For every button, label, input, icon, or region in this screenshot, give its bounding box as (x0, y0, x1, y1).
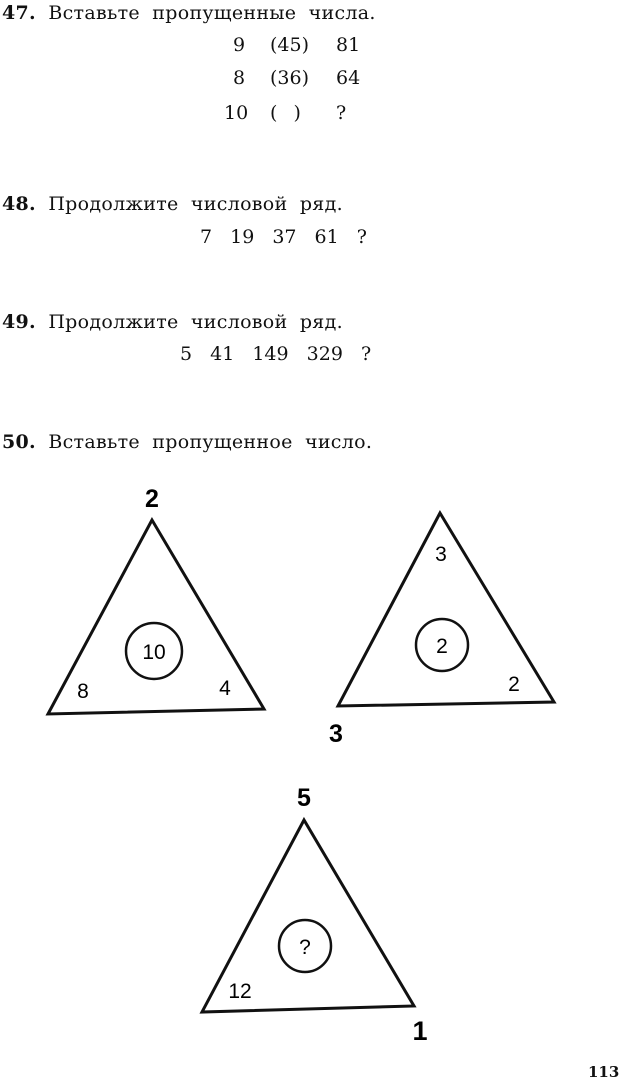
problem-47-row-2-middle: (36) (270, 67, 310, 89)
triangle-2-outline (338, 513, 554, 706)
triangle-2-top-inner-number: 3 (435, 543, 447, 566)
triangle-3-center-number: ? (299, 936, 311, 959)
problem-48-number: 48. (2, 193, 36, 215)
triangle-3 (202, 784, 428, 1046)
problem-49-series: 5 41 149 329 ? (180, 343, 372, 365)
triangle-2-center-number: 2 (436, 635, 448, 658)
problem-47-row-3-middle: ( ) (270, 102, 301, 124)
problem-48-series: 7 19 37 61 ? (200, 226, 367, 248)
problem-47-row-1-middle: (45) (270, 34, 310, 56)
triangle-3-top-number: 5 (297, 784, 311, 812)
triangle-2-right-inner-number: 2 (508, 673, 520, 696)
triangle-3-left-inner-number: 12 (228, 980, 252, 1003)
problem-50-number: 50. (2, 431, 36, 453)
triangle-2-bottom-left-number: 3 (329, 720, 343, 748)
problem-47-row-2-left: 8 (233, 67, 246, 89)
problem-47-instruction: Вставьте пропущенные числа. (48, 2, 376, 24)
problem-47-row-2-right: 64 (336, 67, 361, 89)
problem-48-instruction: Продолжите числовой ряд. (48, 193, 343, 215)
problem-50-instruction: Вставьте пропущенное число. (48, 431, 373, 453)
triangle-3-bottom-right-number: 1 (412, 1016, 428, 1046)
problem-47-row-3-left: 10 (224, 102, 249, 124)
problem-47-number: 47. (2, 2, 36, 24)
problem-49-instruction: Продолжите числовой ряд. (48, 311, 343, 333)
triangle-2 (329, 513, 554, 748)
problem-47-row-1-right: 81 (336, 34, 361, 56)
triangle-1-left-inner-number: 8 (77, 680, 89, 703)
triangle-1-right-inner-number: 4 (219, 677, 231, 700)
page-number: 113 (588, 1063, 620, 1081)
problem-47-row-1-left: 9 (233, 34, 246, 56)
triangle-1-top-number: 2 (145, 485, 159, 513)
problem-47-row-3-right: ? (336, 102, 347, 124)
triangle-1-center-number: 10 (142, 641, 166, 664)
triangle-1 (48, 485, 264, 714)
problem-49-number: 49. (2, 311, 36, 333)
